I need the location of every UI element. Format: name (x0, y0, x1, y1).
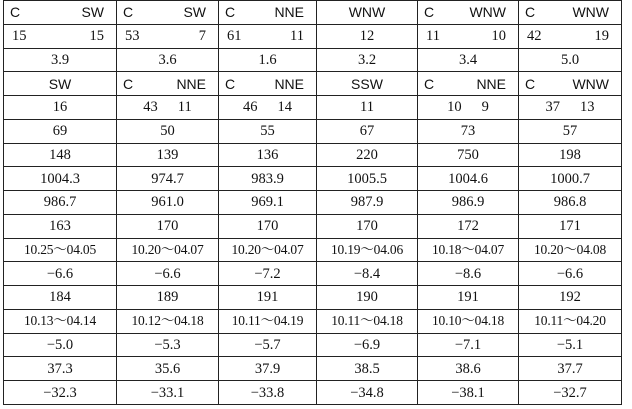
value-cell (117, 357, 219, 381)
cell-value: 191 (457, 289, 479, 306)
value-cell (418, 262, 519, 286)
cell-value: 192 (559, 289, 581, 306)
cell-value: 1005.5 (347, 170, 387, 187)
cell-value-left: 61 (227, 28, 242, 45)
value-cell (4, 286, 117, 310)
wind-direction-cell (4, 1, 117, 25)
wind-direction-cell (418, 1, 519, 25)
frequency-cell (4, 96, 117, 120)
cell-value-right: WNW (572, 75, 609, 92)
value-cell (418, 381, 519, 405)
cell-value: 3.9 (50, 51, 70, 68)
value-cell (4, 238, 117, 262)
value-cell (219, 357, 317, 381)
cell-value: 67 (359, 123, 375, 140)
cell-value: 220 (356, 146, 378, 163)
cell-value: 10.20～04.08 (533, 241, 607, 257)
cell-value: 10.12～04.18 (131, 313, 204, 329)
table-row (4, 262, 622, 286)
cell-value: 190 (356, 289, 378, 306)
cell-value-right: 14 (277, 99, 292, 116)
cell-value-right: 11 (177, 99, 192, 116)
cell-value: 10.10～04.18 (431, 313, 505, 329)
cell-value: −5.3 (154, 336, 181, 353)
table-row (4, 381, 622, 405)
table-row (4, 119, 622, 143)
value-cell (117, 48, 219, 72)
value-cell (117, 167, 219, 191)
value-cell (219, 309, 317, 333)
cell-value: 73 (460, 123, 476, 140)
cell-value-right: 15 (89, 28, 104, 45)
value-cell (317, 357, 418, 381)
cell-value: 172 (457, 218, 479, 235)
table-row (4, 1, 622, 25)
cell-value-right: 10 (491, 28, 506, 45)
value-cell (219, 262, 317, 286)
cell-value: 170 (156, 218, 179, 235)
cell-value: −33.1 (150, 384, 185, 401)
cell-value-right: NNE (176, 75, 206, 92)
table-row (4, 214, 622, 238)
frequency-cell (317, 24, 418, 48)
value-cell (519, 286, 622, 310)
cell-value-left: 11 (426, 28, 440, 45)
value-cell (418, 191, 519, 215)
frequency-cell (219, 24, 317, 48)
value-cell (4, 191, 117, 215)
cell-value: 1000.7 (550, 170, 590, 187)
cell-value: 136 (256, 146, 279, 163)
value-cell (317, 167, 418, 191)
wind-direction-cell (219, 72, 317, 96)
cell-value-right: SW (183, 4, 206, 21)
wind-direction-cell (117, 72, 219, 96)
table-row (4, 48, 622, 72)
value-cell (519, 214, 622, 238)
value-cell (418, 167, 519, 191)
cell-value: 961.0 (151, 194, 184, 211)
cell-value: 184 (49, 289, 71, 306)
cell-value: 57 (562, 123, 578, 140)
cell-value: 969.1 (251, 194, 284, 211)
value-cell (117, 238, 219, 262)
cell-value: 1004.6 (448, 170, 488, 187)
cell-value: −8.6 (454, 265, 482, 282)
value-cell (317, 238, 418, 262)
wind-direction-cell (317, 1, 418, 25)
value-cell (317, 333, 418, 357)
table-row (4, 357, 622, 381)
value-cell (418, 48, 519, 72)
table-row (4, 143, 622, 167)
cell-value: 69 (52, 123, 68, 140)
cell-value: SSW (351, 75, 383, 92)
table-row (4, 96, 622, 120)
wind-direction-cell (219, 1, 317, 25)
cell-value-left: C (225, 75, 236, 92)
value-cell (418, 119, 519, 143)
cell-value: 986.8 (553, 194, 587, 211)
value-cell (317, 143, 418, 167)
cell-value: −7.2 (254, 265, 281, 282)
cell-value-left: C (10, 4, 21, 21)
frequency-cell (519, 24, 622, 48)
cell-value: 37.9 (254, 360, 281, 377)
value-cell (519, 309, 622, 333)
value-cell (4, 333, 117, 357)
cell-value: 750 (457, 146, 479, 163)
value-cell (519, 191, 622, 215)
wind-direction-cell (418, 72, 519, 96)
value-cell (317, 381, 418, 405)
cell-value-left: 15 (12, 28, 27, 45)
value-cell (519, 238, 622, 262)
cell-value-right: 13 (580, 99, 595, 116)
value-cell (4, 262, 117, 286)
table-row (4, 309, 622, 333)
frequency-cell (117, 24, 219, 48)
cell-value: 37.3 (47, 360, 73, 377)
cell-value-left: C (123, 4, 134, 21)
cell-value: 37.7 (557, 360, 583, 377)
value-cell (418, 143, 519, 167)
cell-value: 170 (256, 218, 279, 235)
frequency-cell (219, 96, 317, 120)
cell-value-right: NNE (274, 75, 304, 92)
value-cell (4, 357, 117, 381)
value-cell (219, 214, 317, 238)
cell-value: SW (48, 75, 72, 92)
value-cell (117, 143, 219, 167)
value-cell (317, 191, 418, 215)
table-row (4, 191, 622, 215)
wind-direction-cell (519, 1, 622, 25)
cell-value-right: WNW (469, 4, 506, 21)
value-cell (219, 238, 317, 262)
cell-value: 10.11～04.20 (534, 313, 606, 329)
value-cell (4, 119, 117, 143)
frequency-cell (418, 96, 519, 120)
value-cell (418, 286, 519, 310)
cell-value: 987.9 (350, 194, 384, 211)
cell-value: −5.7 (254, 336, 281, 353)
cell-value: −38.1 (451, 384, 485, 401)
value-cell (317, 48, 418, 72)
value-cell (219, 191, 317, 215)
cell-value: 16 (52, 99, 68, 116)
value-cell (4, 143, 117, 167)
value-cell (418, 214, 519, 238)
cell-value: 11 (360, 99, 374, 116)
cell-value-left: C (525, 75, 536, 92)
frequency-cell (317, 96, 418, 120)
cell-value-left: C (424, 75, 435, 92)
cell-value: −6.9 (353, 336, 381, 353)
cell-value: −5.0 (46, 336, 74, 353)
value-cell (219, 286, 317, 310)
cell-value-right: 9 (481, 99, 489, 116)
cell-value: 10.18～04.07 (431, 241, 505, 257)
value-cell (117, 119, 219, 143)
cell-value: 139 (156, 146, 179, 163)
cell-value: WNW (348, 4, 386, 21)
value-cell (117, 333, 219, 357)
cell-value-right: 19 (594, 28, 609, 45)
cell-value-left: 10 (447, 99, 462, 116)
table-row (4, 24, 622, 48)
cell-value-right: WNW (572, 4, 609, 21)
cell-value: 986.9 (451, 194, 485, 211)
value-cell (519, 357, 622, 381)
cell-value: 10.11～04.18 (331, 313, 403, 329)
value-cell (519, 333, 622, 357)
value-cell (117, 286, 219, 310)
value-cell (519, 262, 622, 286)
table-row (4, 167, 622, 191)
cell-value: 198 (559, 146, 581, 163)
cell-value: −5.1 (556, 336, 584, 353)
cell-value: 3.2 (357, 51, 377, 68)
cell-value: 3.6 (158, 51, 177, 68)
cell-value: −6.6 (154, 265, 181, 282)
value-cell (117, 381, 219, 405)
value-cell (219, 119, 317, 143)
cell-value: 191 (256, 289, 279, 306)
frequency-cell (418, 24, 519, 48)
cell-value-left: C (123, 75, 134, 92)
cell-value: 1.6 (258, 51, 277, 68)
value-cell (219, 381, 317, 405)
value-cell (317, 214, 418, 238)
cell-value: 35.6 (154, 360, 181, 377)
value-cell (219, 333, 317, 357)
cell-value: −32.3 (43, 384, 77, 401)
value-cell (219, 143, 317, 167)
cell-value-left: 53 (125, 28, 140, 45)
value-cell (418, 238, 519, 262)
value-cell (519, 167, 622, 191)
value-cell (4, 214, 117, 238)
cell-value: 163 (49, 218, 71, 235)
cell-value: 10.20～04.07 (131, 241, 204, 257)
value-cell (317, 119, 418, 143)
value-cell (117, 309, 219, 333)
frequency-cell (519, 96, 622, 120)
cell-value: −34.8 (350, 384, 384, 401)
wind-direction-cell (4, 72, 117, 96)
cell-value-right: SW (81, 4, 104, 21)
cell-value-left: C (225, 4, 236, 21)
value-cell (4, 309, 117, 333)
cell-value: 148 (49, 146, 71, 163)
cell-value: 983.9 (251, 170, 284, 187)
value-cell (117, 262, 219, 286)
value-cell (418, 309, 519, 333)
cell-value-right: 11 (290, 28, 304, 45)
cell-value-left: C (424, 4, 435, 21)
cell-value: 12 (359, 28, 375, 45)
value-cell (4, 381, 117, 405)
value-cell (519, 48, 622, 72)
cell-value-right: NNE (476, 75, 506, 92)
value-cell (4, 48, 117, 72)
cell-value: 55 (260, 123, 275, 140)
cell-value: 10.19～04.06 (330, 241, 404, 257)
value-cell (418, 333, 519, 357)
cell-value-left: 43 (143, 99, 158, 116)
value-cell (519, 381, 622, 405)
cell-value-left: 46 (243, 99, 258, 116)
cell-value: 38.6 (455, 360, 481, 377)
cell-value: 171 (559, 218, 581, 235)
cell-value: −32.7 (553, 384, 587, 401)
table-body (4, 1, 622, 405)
cell-value: 974.7 (151, 170, 184, 187)
value-cell (219, 167, 317, 191)
value-cell (4, 167, 117, 191)
cell-value: −6.6 (46, 265, 74, 282)
value-cell (317, 286, 418, 310)
cell-value: 50 (160, 123, 175, 140)
cell-value-left: C (525, 4, 536, 21)
wind-direction-cell (519, 72, 622, 96)
cell-value: 170 (356, 218, 378, 235)
value-cell (317, 262, 418, 286)
cell-value: 10.13～04.14 (23, 313, 97, 329)
cell-value: −33.8 (250, 384, 285, 401)
cell-value: 38.5 (354, 360, 380, 377)
cell-value-left: 37 (545, 99, 560, 116)
cell-value-right: 7 (198, 28, 206, 45)
cell-value: −6.6 (556, 265, 584, 282)
cell-value: −8.4 (353, 265, 381, 282)
cell-value: −7.1 (454, 336, 482, 353)
value-cell (117, 191, 219, 215)
wind-direction-cell (117, 1, 219, 25)
table-row (4, 238, 622, 262)
frequency-cell (4, 24, 117, 48)
cell-value-left: 42 (527, 28, 542, 45)
value-cell (519, 143, 622, 167)
value-cell (418, 357, 519, 381)
cell-value: 10.20～04.07 (231, 241, 304, 257)
value-cell (519, 119, 622, 143)
cell-value: 3.4 (458, 51, 478, 68)
wind-direction-cell (317, 72, 418, 96)
cell-value: 189 (156, 289, 179, 306)
cell-value: 10.25～04.05 (23, 241, 97, 257)
cell-value: 1004.3 (40, 170, 80, 187)
climate-data-table (3, 0, 622, 405)
table-row (4, 333, 622, 357)
value-cell (117, 214, 219, 238)
frequency-cell (117, 96, 219, 120)
cell-value-right: NNE (274, 4, 304, 21)
value-cell (219, 48, 317, 72)
value-cell (317, 309, 418, 333)
cell-value: 986.7 (43, 194, 77, 211)
cell-value: 5.0 (560, 51, 580, 68)
table-row (4, 72, 622, 96)
cell-value: 10.11～04.19 (231, 313, 304, 329)
table-row (4, 286, 622, 310)
